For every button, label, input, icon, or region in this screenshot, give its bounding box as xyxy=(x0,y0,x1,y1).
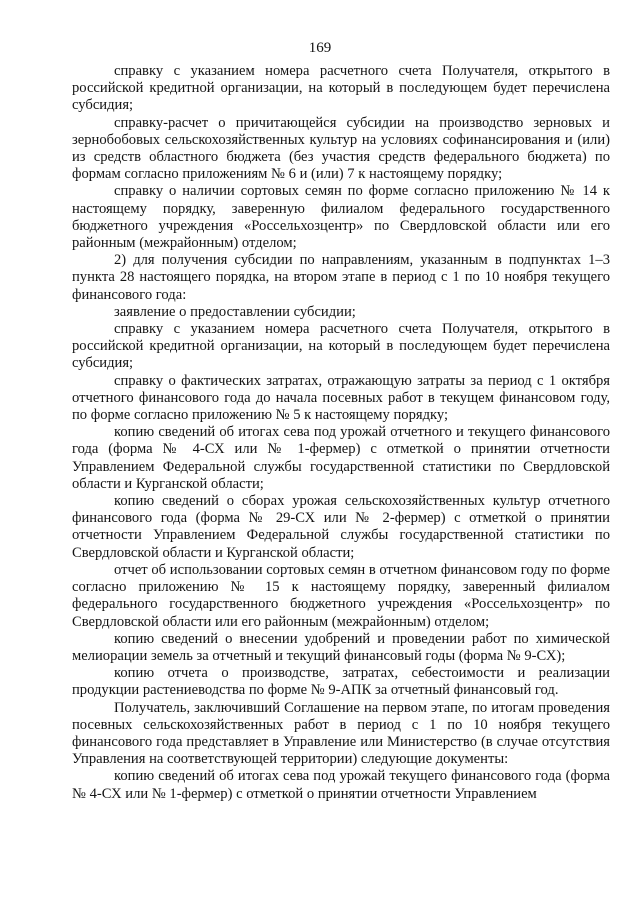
paragraph: справку с указанием номера расчетного счета Получателя, открытого в российской кредитной организации, на который в последующем будет перечислена субсидия; xyxy=(72,63,610,114)
paragraph: справку о наличии сортовых семян по форме согласно приложению № 14 к настоящему порядку, заверенную филиалом федерального государственного бюджетного учреждения «Россельхозцентр» по Свердловской области или его районным (межрайонным) отделом; xyxy=(72,183,610,252)
paragraph: Получатель, заключивший Соглашение на первом этапе, по итогам проведения посевных сельскохозяйственных работ в период с 1 по 10 ноября текущего финансового года представляет в Управление или Министерство (в случае отсутствия Управления на соответствующей территории) следующие документы: xyxy=(72,699,610,768)
paragraph: копию сведений о сборах урожая сельскохозяйственных культур отчетного финансового года (форма № 29-СХ или № 2-фермер) с отметкой о принятии отчетности Управлением Федеральной службы государственной статистики по Свердловской области и Курганской области; xyxy=(72,493,610,561)
paragraph: заявление о предоставлении субсидии; xyxy=(114,303,356,320)
paragraph: справку-расчет о причитающейся субсидии на производство зерновых и зернобобовых сельскохозяйственных культур на условиях софинансирования и (или) из средств областного бюджета (без участия средств федерального бюджета) по формам согласно приложениям № 6 и (или) 7 к настоящему порядку; xyxy=(72,114,610,183)
paragraph: копию отчета о производстве, затратах, себестоимости и реализации продукции растениеводства по форме № 9-АПК за отчетный финансовый год. xyxy=(72,665,610,699)
paragraph: копию сведений об итогах сева под урожай текущего финансового года (форма № 4-СХ или № 1-фермер) с отметкой о принятии отчетности Управлением xyxy=(72,768,610,802)
paragraph: копию сведений о внесении удобрений и проведении работ по химической мелиорации земель за отчетный и текущий финансовый годы (форма № 9-СХ); xyxy=(72,630,610,664)
paragraph: отчет об использовании сортовых семян в отчетном финансовом году по форме согласно приложению № 15 к настоящему порядку, заверенный филиалом федерального государственного бюджетного учреждения «Россельхозцентр» по Свердловской области или его районным (межрайонным) отделом; xyxy=(72,561,610,630)
document-body xyxy=(72,63,610,803)
paragraph: 2) для получения субсидии по направлениям, указанным в подпунктах 1–3 пункта 28 настоящего порядка, на втором этапе в период с 1 по 10 ноября текущего финансового года: xyxy=(72,252,610,303)
paragraph: копию сведений об итогах сева под урожай отчетного и текущего финансового года (форма № 4-СХ или № 1-фермер) с отметкой о принятии отчетности Управлением Федеральной службы государственной статистики по Свердловской области и Курганской области; xyxy=(72,424,610,492)
paragraph: справку о фактических затратах, отражающую затраты за период с 1 октября отчетного финансового года до начала посевных работ в текущем финансовом году, по форме согласно приложению № 5 к настоящему порядку; xyxy=(72,372,610,424)
paragraph: справку с указанием номера расчетного счета Получателя, открытого в российской кредитной организации, на который в последующем будет перечислена субсидия; xyxy=(72,321,610,372)
page-number: 169 xyxy=(308,40,332,56)
